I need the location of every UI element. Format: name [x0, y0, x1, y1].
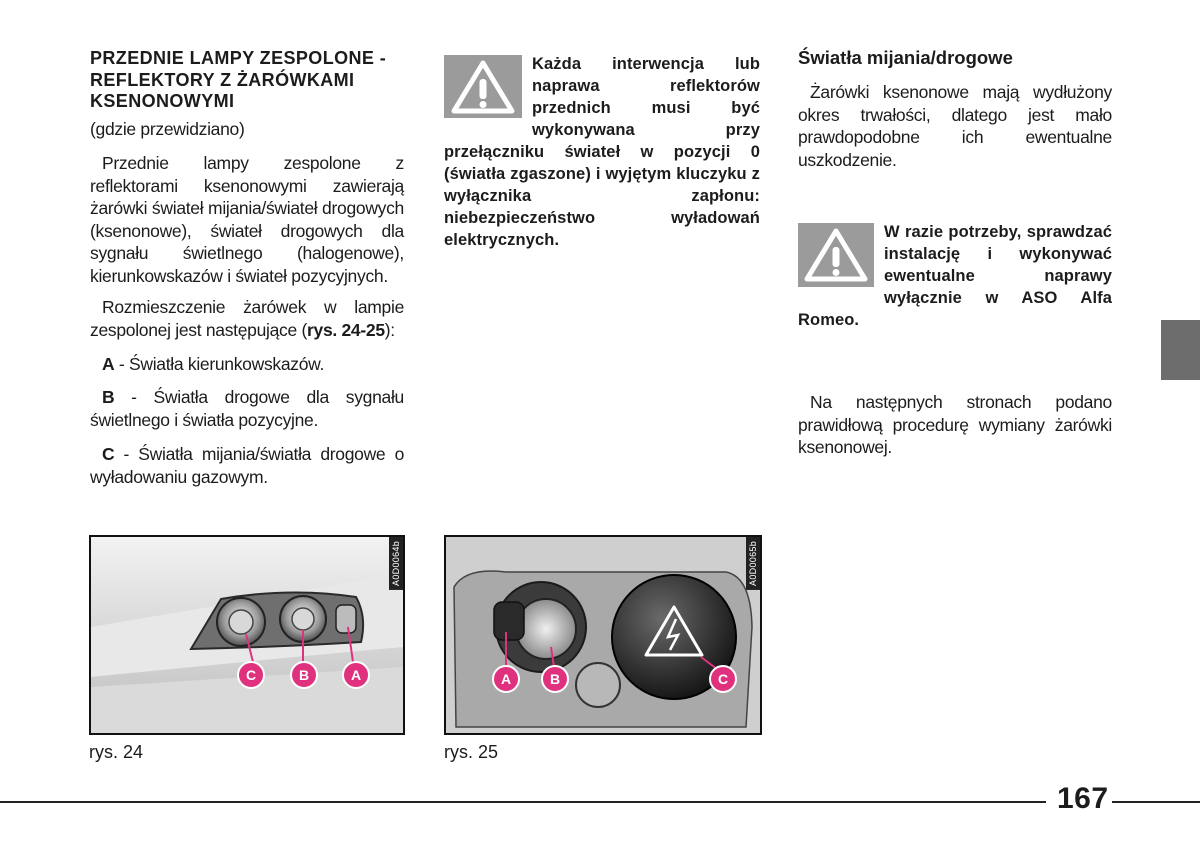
- layout-paragraph: [90, 296, 404, 341]
- figure-headlamp-front: [89, 535, 405, 735]
- list-item: [90, 386, 404, 431]
- headlamp-illustration: [91, 537, 403, 733]
- callout-label-b: B: [541, 665, 569, 693]
- list-item-letter: A: [102, 354, 115, 374]
- procedure-paragraph: Na następnych stronach podano prawidłową procedurę wymiany żarówki ksenonowej.: [798, 392, 1112, 457]
- layout-paragraph-post: ):: [384, 319, 395, 340]
- callout-label-a: A: [342, 661, 370, 689]
- warning-text: Każda interwencja lub naprawa reflektorów przednich musi być wykonywana przy przełączniku świateł w pozycji 0 (światła zgaszone) i wyjętym kluczyku z wyłącznika zapłonu: niebezpieczeństwo wyładowań elektrycznych.: [444, 55, 760, 249]
- callout-label-b: B: [290, 661, 318, 689]
- callout-label-c: C: [237, 661, 265, 689]
- footer-rule-left: [0, 801, 1046, 803]
- figure-caption: rys. 25: [444, 742, 499, 762]
- layout-paragraph-pre: Rozmieszczenie żarówek w lampie zespolonej jest następujące (: [90, 297, 404, 340]
- footer-rule-right: [1112, 801, 1200, 803]
- figure-code: A0D0064b: [389, 537, 403, 590]
- list-item-text: - Światła mijania/światła drogowe o wyładowaniu gazowym.: [90, 444, 404, 487]
- list-item-text: - Światła kierunkowskazów.: [114, 354, 325, 374]
- subsection-heading: Światła mijania/drogowe: [798, 47, 1013, 68]
- list-item-letter: B: [102, 387, 115, 407]
- page-number: 167: [1057, 782, 1109, 815]
- section-subtitle: (gdzie przewidziano): [90, 119, 245, 139]
- figure-reference: rys. 24-25: [307, 319, 385, 340]
- section-tab: [1161, 320, 1200, 380]
- warning-triangle-icon: [803, 227, 869, 283]
- headlamp-rear-illustration: [446, 537, 760, 733]
- list-item-text: - Światła drogowe dla sygnału świetlnego i światła pozycyjne.: [90, 387, 404, 430]
- figure-code: A0D0065b: [746, 537, 760, 590]
- warning-triangle-icon: [450, 59, 516, 115]
- warning-block: [444, 53, 760, 251]
- warning-icon-box: [798, 223, 874, 287]
- lifetime-paragraph: Żarówki ksenonowe mają wydłużony okres trwałości, dlatego jest mało prawdopodobne ich ewentualne uszkodzenie.: [798, 82, 1112, 170]
- warning-text: W razie potrzeby, sprawdzać instalację i wykonywać ewentualne naprawy wyłącznie w ASO Alfa Romeo.: [798, 223, 1112, 329]
- section-title: PRZEDNIE LAMPY ZESPOLONE - REFLEKTORY Z ŻARÓWKAMI KSENONOWYMI: [90, 48, 387, 111]
- figure-caption: rys. 24: [89, 742, 144, 762]
- list-item: [90, 353, 404, 376]
- callout-label-a: A: [492, 665, 520, 693]
- intro-paragraph: Przednie lampy zespolone z reflektorami ksenonowymi zawierają żarówki świateł mijania/świateł drogowych (ksenonowe), świateł drogowych dla sygnału świetlnego (halogenowe), kierunkowskazów i świateł pozycyjnych.: [90, 153, 404, 286]
- list-item-letter: C: [102, 444, 115, 464]
- figure-headlamp-rear: [444, 535, 762, 735]
- callout-label-c: C: [709, 665, 737, 693]
- list-item: [90, 443, 404, 488]
- warning-block: [798, 221, 1112, 331]
- warning-icon-box: [444, 55, 522, 118]
